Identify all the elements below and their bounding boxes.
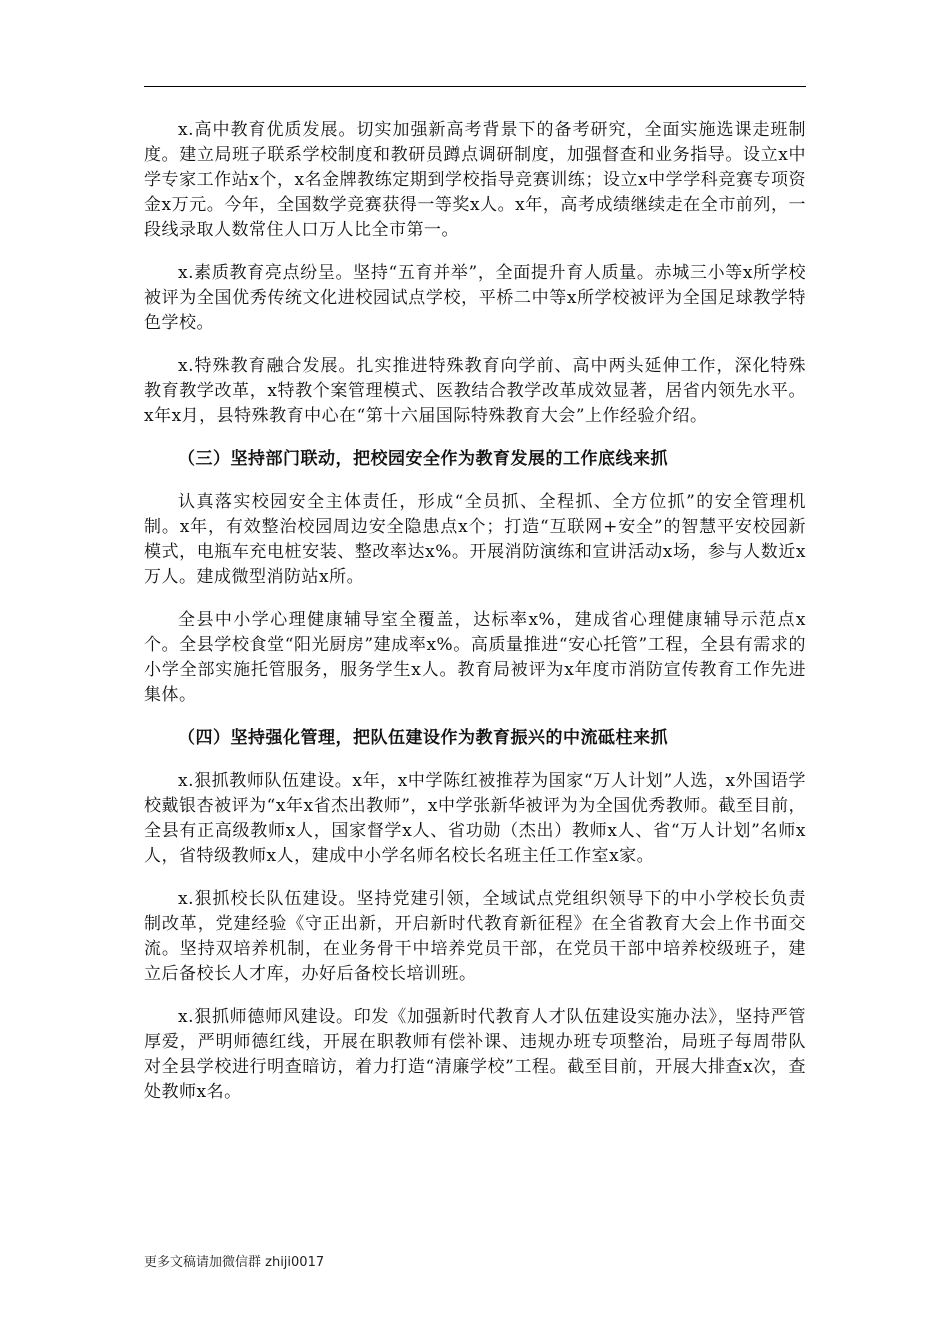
- paragraph-high-school-education: x.高中教育优质发展。切实加强新高考背景下的备考研究，全面实施选课走班制度。建立局班子联系学校制度和教研员蹲点调研制度，加强督查和业务指导。设立x中学专家工作站x个，x名金牌教练定期到学校指导竞赛训练；设立x中学学科竞赛专项资金x万元。今年，全国数学竞赛获得一等奖x人。x年，高考成绩继续走在全市前列，一段线录取人数常住人口万人比全市第一。: [144, 120, 806, 240]
- document-body: [144, 118, 806, 1123]
- paragraph-teacher-team: x.狠抓教师队伍建设。x年，x中学陈红被推荐为国家“万人计划”人选，x外国语学校戴银杏被评为“x年x省杰出教师”，x中学张新华被评为为全国优秀教师。截至目前，全县有正高级教师x人，国家督学x人、省功勋（杰出）教师x人、省“万人计划”名师x人，省特级教师x人，建成中小学名师名校长名班主任工作室x家。: [144, 771, 806, 866]
- paragraph-safety-mechanism: 认真落实校园安全主体责任，形成“全员抓、全程抓、全方位抓”的安全管理机制。x年，有效整治校园周边安全隐患点x个；打造“互联网+安全”的智慧平安校园新模式，电瓶车充电桩安装、整改率达x%。开展消防演练和宣讲活动x场，参与人数近x万人。建成微型消防站x所。: [144, 492, 806, 587]
- paragraph-special-education: x.特殊教育融合发展。扎实推进特殊教育向学前、高中两头延伸工作，深化特殊教育教学改革，x特教个案管理模式、医教结合教学改革成效显著，居省内领先水平。x年x月，县特殊教育中心在“第十六届国际特殊教育大会”上作经验介绍。: [144, 356, 806, 426]
- paragraph-principal-team: x.狠抓校长队伍建设。坚持党建引领，全域试点党组织领导下的中小学校长负责制改革，党建经验《守正出新，开启新时代教育新征程》在全省教育大会上作书面交流。坚持双培养机制，在业务骨干中培养党员干部，在党员干部中培养校级班子，建立后备校长人才库，办好后备校长培训班。: [144, 889, 806, 984]
- paragraph-quality-education: x.素质教育亮点纷呈。坚持“五育并举”，全面提升育人质量。赤城三小等x所学校被评为全国优秀传统文化进校园试点学校，平桥二中等x所学校被评为全国足球教学特色学校。: [144, 263, 806, 333]
- header-rule: [144, 86, 806, 87]
- paragraph-teacher-ethics: x.狠抓师德师风建设。印发《加强新时代教育人才队伍建设实施办法》，坚持严管厚爱，严明师德红线，开展在职教师有偿补课、违规办班专项整治，局班子每周带队对全县学校进行明查暗访，着力打造“清廉学校”工程。截至目前，开展大排查x次，查处教师x名。: [144, 1007, 806, 1102]
- section-heading-campus-safety: （三）坚持部门联动，把校园安全作为教育发展的工作底线来抓: [178, 449, 668, 469]
- section-heading-team-building: （四）坚持强化管理，把队伍建设作为教育振兴的中流砥柱来抓: [178, 728, 668, 748]
- footer-note: 更多文稿请加微信群 zhiji0017: [144, 1255, 325, 1270]
- paragraph-mental-health: 全县中小学心理健康辅导室全覆盖，达标率x%，建成省心理健康辅导示范点x个。全县学校食堂“阳光厨房”建成率x%。高质量推进“安心托管”工程，全县有需求的小学全部实施托管服务，服务学生x人。教育局被评为x年度市消防宣传教育工作先进集体。: [144, 610, 806, 705]
